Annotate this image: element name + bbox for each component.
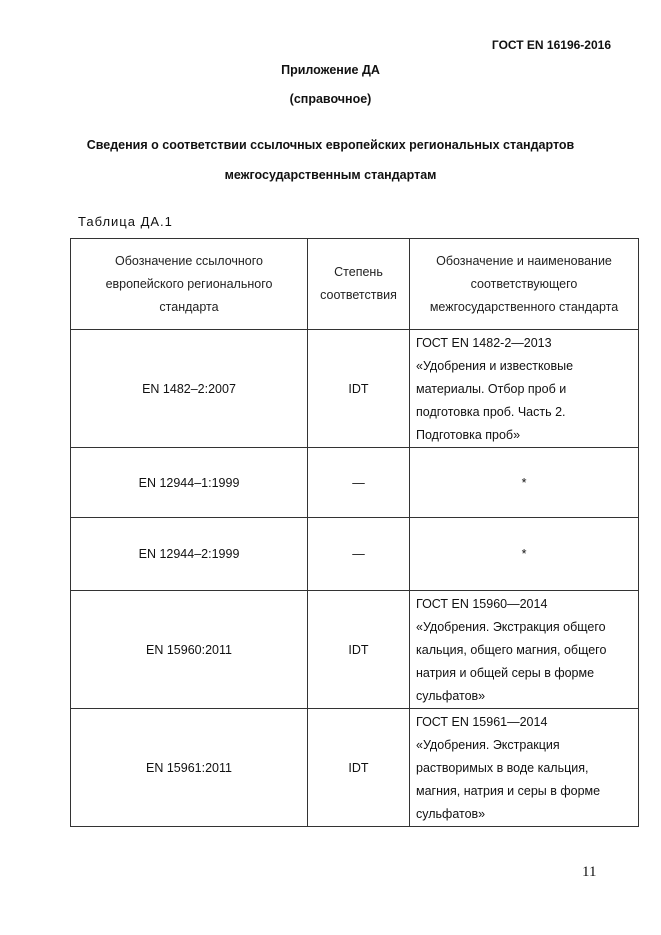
table-row	[71, 709, 639, 827]
table-label: Таблица ДА.1	[78, 214, 173, 229]
section-heading-line1: Сведения о соответствии ссылочных европейских региональных стандартов	[86, 138, 575, 152]
reference-standard-cell: EN 12944–2:1999	[71, 518, 308, 591]
table-row	[71, 330, 639, 448]
degree-cell: IDT	[308, 330, 410, 448]
interstate-standard-cell: ГОСТ EN 1482-2—2013 «Удобрения и известковые материалы. Отбор проб и подготовка проб. Часть 2. Подготовка проб»	[410, 330, 639, 448]
correspondence-table	[70, 238, 639, 827]
reference-standard-cell: EN 1482–2:2007	[71, 330, 308, 448]
table-header-row	[71, 239, 639, 330]
reference-standard-cell: EN 12944–1:1999	[71, 448, 308, 518]
table-row	[71, 518, 639, 591]
interstate-standard-cell: ГОСТ EN 15961—2014 «Удобрения. Экстракция растворимых в воде кальция, магния, натрия и серы в форме сульфатов»	[410, 709, 639, 827]
section-heading-line2: межгосударственным стандартам	[224, 168, 437, 182]
annex-title: Приложение ДА	[281, 63, 380, 77]
interstate-standard-cell: *	[410, 518, 639, 591]
column-header-reference-standard: Обозначение ссылочного европейского регионального стандарта	[71, 239, 308, 330]
interstate-standard-cell: ГОСТ EN 15960—2014 «Удобрения. Экстракция общего кальция, общего магния, общего натрия и общей серы в форме сульфатов»	[410, 591, 639, 709]
reference-standard-cell: EN 15960:2011	[71, 591, 308, 709]
degree-cell: —	[308, 448, 410, 518]
page-number: 11	[582, 864, 597, 880]
degree-cell: —	[308, 518, 410, 591]
column-header-interstate-standard: Обозначение и наименование соответствующего межгосударственного стандарта	[410, 239, 639, 330]
annex-subtitle: (справочное)	[289, 92, 372, 106]
degree-cell: IDT	[308, 709, 410, 827]
degree-cell: IDT	[308, 591, 410, 709]
interstate-standard-cell: *	[410, 448, 639, 518]
reference-standard-cell: EN 15961:2011	[71, 709, 308, 827]
column-header-degree: Степень соответствия	[308, 239, 410, 330]
table-row	[71, 591, 639, 709]
table-row	[71, 448, 639, 518]
document-code: ГОСТ EN 16196-2016	[491, 38, 611, 52]
